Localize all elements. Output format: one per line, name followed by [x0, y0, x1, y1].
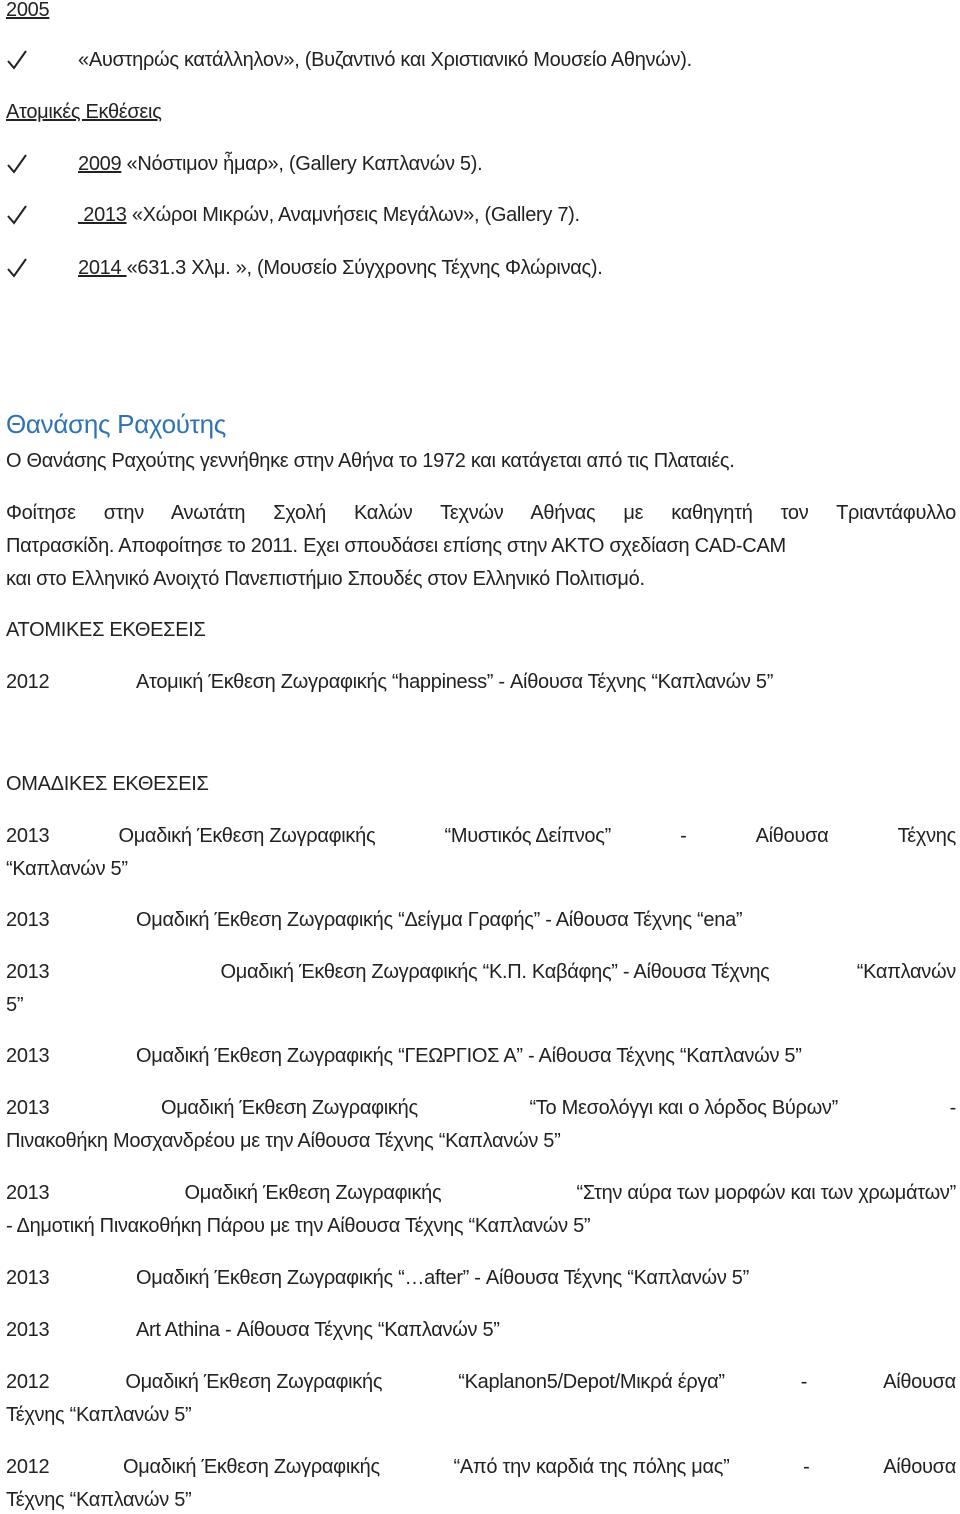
- separator: -: [803, 1456, 810, 1478]
- group-exhibition-continuation: Τέχνης “Καπλανών 5”: [6, 1489, 192, 1511]
- item-year: 2009: [78, 153, 122, 175]
- item-text: «Χώροι Μικρών, Αναμνήσεις Μεγάλων», (Gallery 7).: [126, 204, 580, 226]
- group-exhibition-row: [6, 908, 742, 932]
- exhibition-type: Ομαδική Έκθεση Ζωγραφικής: [184, 1182, 442, 1204]
- exhibition-year: 2013: [6, 1267, 50, 1289]
- artist-bio-line-2: Πατρασκίδη. Αποφοίτησε το 2011. Εχει σπουδάσει επίσης στην ΑΚΤΟ σχεδίαση CAD-CAM: [6, 535, 786, 557]
- artist-bio-line-1: Φοίτησε στην Ανωτάτη Σχολή Καλών Τεχνών Αθήνας με καθηγητή τον Τριαντάφυλλο: [6, 502, 956, 524]
- exhibition-year: 2012: [6, 1456, 50, 1478]
- group-exhibition-row: [6, 1266, 749, 1290]
- exhibition-year: 2013: [6, 825, 50, 847]
- group-exhibition-continuation: - Δημοτική Πινακοθήκη Πάρου με την Αίθουσα Τέχνης “Καπλανών 5”: [6, 1215, 591, 1237]
- checkmark-icon: [6, 256, 28, 280]
- group-exhibition-row: [6, 1181, 956, 1205]
- exhibition-text: Ομαδική Έκθεση Ζωγραφικής “Δείγμα Γραφής” - Αίθουσα Τέχνης “ena”: [136, 909, 743, 931]
- checkmark-icon: [6, 48, 28, 72]
- group-exhibition-row: [6, 1096, 956, 1120]
- group-exhibition-row: [6, 960, 956, 984]
- exhibition-type: Ομαδική Έκθεση Ζωγραφικής: [160, 1097, 418, 1119]
- exhibition-year: 2013: [6, 961, 50, 983]
- venue-word: Τέχνης: [897, 825, 956, 847]
- group-exhibition-row: [6, 1044, 802, 1068]
- exhibition-year: 2013: [6, 1319, 50, 1341]
- exhibition-type: Ομαδική Έκθεση Ζωγραφικής: [122, 1456, 380, 1478]
- exhibition-type: Ομαδική Έκθεση Ζωγραφικής: [118, 825, 376, 847]
- exhibition-type: Ομαδική Έκθεση Ζωγραφικής: [125, 1371, 383, 1393]
- venue-word: Αίθουσα: [883, 1456, 956, 1478]
- item-text: «631.3 Χλμ. », (Μουσείο Σύγχρονης Τέχνης Φλώρινας).: [126, 257, 603, 279]
- exhibition-year: 2012: [6, 671, 50, 693]
- group-exhibition-continuation: “Καπλανών 5”: [6, 858, 128, 880]
- exhibition-year: 2013: [6, 909, 50, 931]
- group-exhibition-row: [6, 1370, 956, 1394]
- artist-name-heading: Θανάσης Ραχούτης: [6, 409, 227, 439]
- exhibition-title: “Kaplanon5/Depot/Μικρά έργα”: [458, 1371, 725, 1393]
- exhibition-title: “Το Μεσολόγγι και ο λόρδος Βύρων”: [529, 1097, 838, 1119]
- venue-word: Αίθουσα: [755, 825, 829, 847]
- individual-exhibitions-heading: Ατομικές Εκθέσεις: [6, 101, 162, 123]
- item-year: 2013: [78, 204, 127, 226]
- exhibition-text: Ατομική Έκθεση Ζωγραφικής “happiness” - Αίθουσα Τέχνης “Καπλανών 5”: [136, 671, 774, 693]
- group-exhibition-continuation: 5”: [6, 994, 24, 1016]
- exhibition-text: Ομαδική Έκθεση Ζωγραφικής “…after” - Αίθουσα Τέχνης “Καπλανών 5”: [136, 1267, 749, 1289]
- group-exhibitions-heading: ΟΜΑΔΙΚΕΣ ΕΚΘΕΣΕΙΣ: [6, 773, 209, 795]
- exhibition-title: “Μυστικός Δείπνος”: [444, 825, 611, 847]
- exhibition-text: Ομαδική Έκθεση Ζωγραφικής “Κ.Π. Καβάφης” - Αίθουσα Τέχνης: [220, 961, 770, 983]
- solo-exhibition-row: [6, 670, 773, 694]
- separator: -: [800, 1371, 808, 1393]
- separator: -: [949, 1097, 956, 1119]
- group-exhibition-row: [6, 1455, 956, 1479]
- exhibition-year: 2013: [6, 1045, 50, 1067]
- list-item-2014: [78, 256, 602, 280]
- group-exhibition-continuation: Πινακοθήκη Μοσχανδρέου με την Αίθουσα Τέχνης “Καπλανών 5”: [6, 1130, 561, 1152]
- exhibition-text: Art Athina - Αίθουσα Τέχνης “Καπλανών 5”: [136, 1319, 500, 1341]
- list-item-2009: [78, 152, 482, 176]
- group-exhibition-row: [6, 824, 956, 848]
- venue-word: “Καπλανών: [856, 961, 956, 983]
- list-item-2013: [78, 203, 580, 227]
- list-item-2005: «Αυστηρώς κατάλληλον», (Βυζαντινό και Χριστιανικό Μουσείο Αθηνών).: [78, 49, 692, 71]
- venue-word: Αίθουσα: [883, 1371, 956, 1393]
- exhibition-text: Ομαδική Έκθεση Ζωγραφικής “ΓΕΩΡΓΙΟΣ Α” - Αίθουσα Τέχνης “Καπλανών 5”: [136, 1045, 802, 1067]
- artist-bio-birth: Ο Θανάσης Ραχούτης γεννήθηκε στην Αθήνα το 1972 και κατάγεται από τις Πλαταιές.: [6, 450, 735, 472]
- exhibition-title: “Στην αύρα των μορφών και των χρωμάτων”: [576, 1182, 956, 1204]
- exhibition-year: 2012: [6, 1371, 50, 1393]
- checkmark-icon: [6, 203, 28, 227]
- solo-exhibitions-heading: ΑΤΟΜΙΚΕΣ ΕΚΘΕΣΕΙΣ: [6, 619, 206, 641]
- exhibition-year: 2013: [6, 1182, 50, 1204]
- group-exhibition-row: [6, 1318, 500, 1342]
- item-year: 2014: [78, 257, 127, 279]
- checkmark-icon: [6, 152, 28, 176]
- group-exhibition-continuation: Τέχνης “Καπλανών 5”: [6, 1404, 192, 1426]
- year-2005: 2005: [6, 0, 50, 21]
- item-text: «Νόστιμον ἦμαρ», (Gallery Καπλανών 5).: [121, 153, 483, 175]
- separator: -: [680, 825, 687, 847]
- exhibition-year: 2013: [6, 1097, 50, 1119]
- artist-bio-line-3: και στο Ελληνικό Ανοιχτό Πανεπιστήμιο Σπουδές στον Ελληνικό Πολιτισμό.: [6, 568, 645, 590]
- exhibition-title: “Από την καρδιά της πόλης μας”: [453, 1456, 730, 1478]
